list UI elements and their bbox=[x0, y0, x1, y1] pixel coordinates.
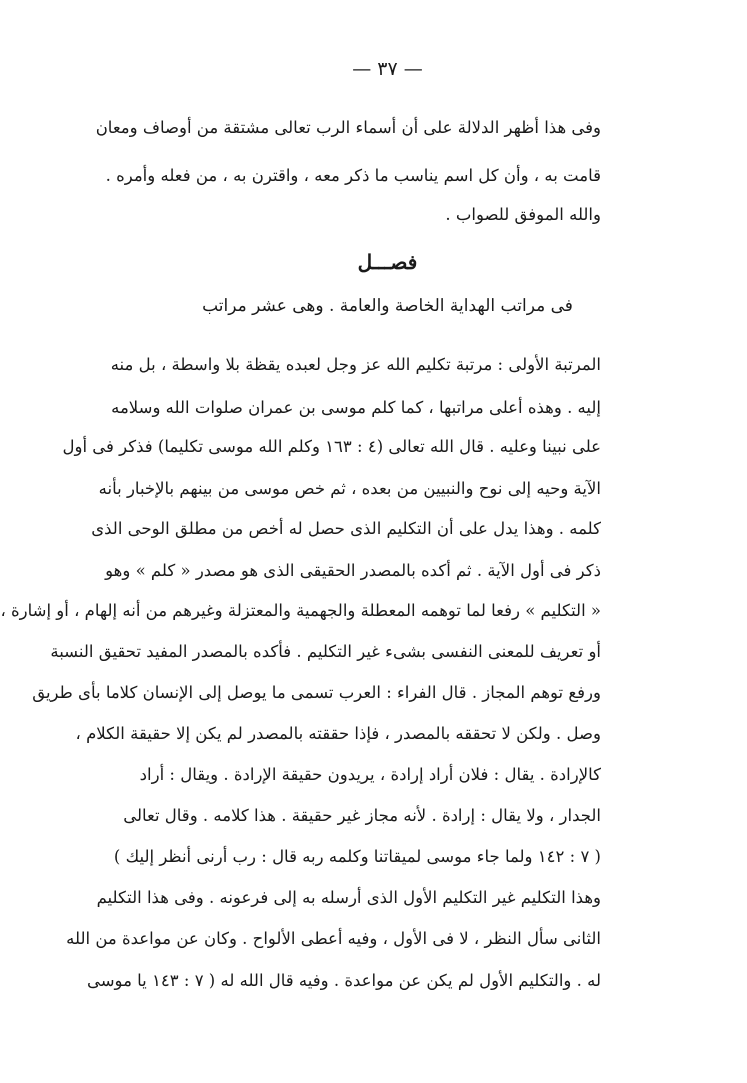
body-line-11: كالإرادة . يقال : فلان أراد إرادة ، يريدون حقيقة الإرادة . ويقال : أراد bbox=[139, 765, 601, 784]
body-line-5: كلمه . وهذا يدل على أن التكليم الذى حصل له أخص من مطلق الوحى الذى bbox=[91, 519, 601, 538]
intro-line-2: قامت به ، وأن كل اسم يناسب ما ذكر معه ، واقترن به ، من فعله وأمره . bbox=[105, 166, 601, 185]
section-subtitle: فى مراتب الهداية الخاصة والعامة . وهى عشر مراتب bbox=[202, 296, 573, 316]
section-heading: فصـــل bbox=[357, 250, 418, 274]
body-line-15: الثانى سأل النظر ، لا فى الأول ، وفيه أعطى الألواح . وكان عن مواعدة من الله bbox=[66, 929, 601, 948]
body-line-16: له . والتكليم الأول لم يكن عن مواعدة . وفيه قال الله له ( ٧ : ١٤٣ يا موسى bbox=[86, 971, 601, 990]
body-line-2: إليه . وهذه أعلى مراتبها ، كما كلم موسى بن عمران صلوات الله وسلامه bbox=[111, 398, 601, 417]
body-line-6: ذكر فى أول الآية . ثم أكده بالمصدر الحقيقى الذى هو مصدر « كلم » وهو bbox=[105, 561, 601, 580]
body-line-3: على نبينا وعليه . قال الله تعالى (٤ : ١٦٣ وكلم الله موسى تكليما) فذكر فى أول bbox=[62, 437, 601, 456]
body-line-4: الآية وحيه إلى نوح والنبيين من بعده ، ثم خص موسى من بينهم بالإخبار بأنه bbox=[98, 479, 601, 498]
body-line-1: المرتبة الأولى : مرتبة تكليم الله عز وجل لعبده يقظة بلا واسطة ، بل منه bbox=[110, 355, 601, 374]
intro-line-3: والله الموفق للصواب . bbox=[445, 205, 601, 224]
body-line-12: الجدار ، ولا يقال : إرادة . لأنه مجاز غير حقيقة . هذا كلامه . وقال تعالى bbox=[123, 806, 601, 825]
intro-line-1: وفى هذا أظهر الدلالة على أن أسماء الرب تعالى مشتقة من أوصاف ومعان bbox=[95, 118, 601, 137]
body-line-13: ( ٧ : ١٤٢ ولما جاء موسى لميقاتنا وكلمه ربه قال : رب أرنى أنظر إليك ) bbox=[113, 847, 601, 866]
body-line-7: « التكليم » رفعا لما توهمه المعطلة والجهمية والمعتزلة وغيرهم من أنه إلهام ، أو إشارة ، bbox=[0, 601, 601, 620]
page-number: — ٣٧ — bbox=[352, 58, 423, 80]
body-line-9: ورفع توهم المجاز . قال الفراء : العرب تسمى ما يوصل إلى الإنسان كلاما بأى طريق bbox=[32, 683, 601, 702]
body-line-14: وهذا التكليم غير التكليم الأول الذى أرسله به إلى فرعونه . وفى هذا التكليم bbox=[96, 888, 601, 907]
body-line-10: وصل . ولكن لا تحققه بالمصدر ، فإذا حققته بالمصدر لم يكن إلا حقيقة الكلام ، bbox=[75, 724, 601, 743]
body-line-8: أو تعريف للمعنى النفسى بشىء غير التكليم . فأكده بالمصدر المفيد تحقيق النسبة bbox=[50, 642, 601, 661]
